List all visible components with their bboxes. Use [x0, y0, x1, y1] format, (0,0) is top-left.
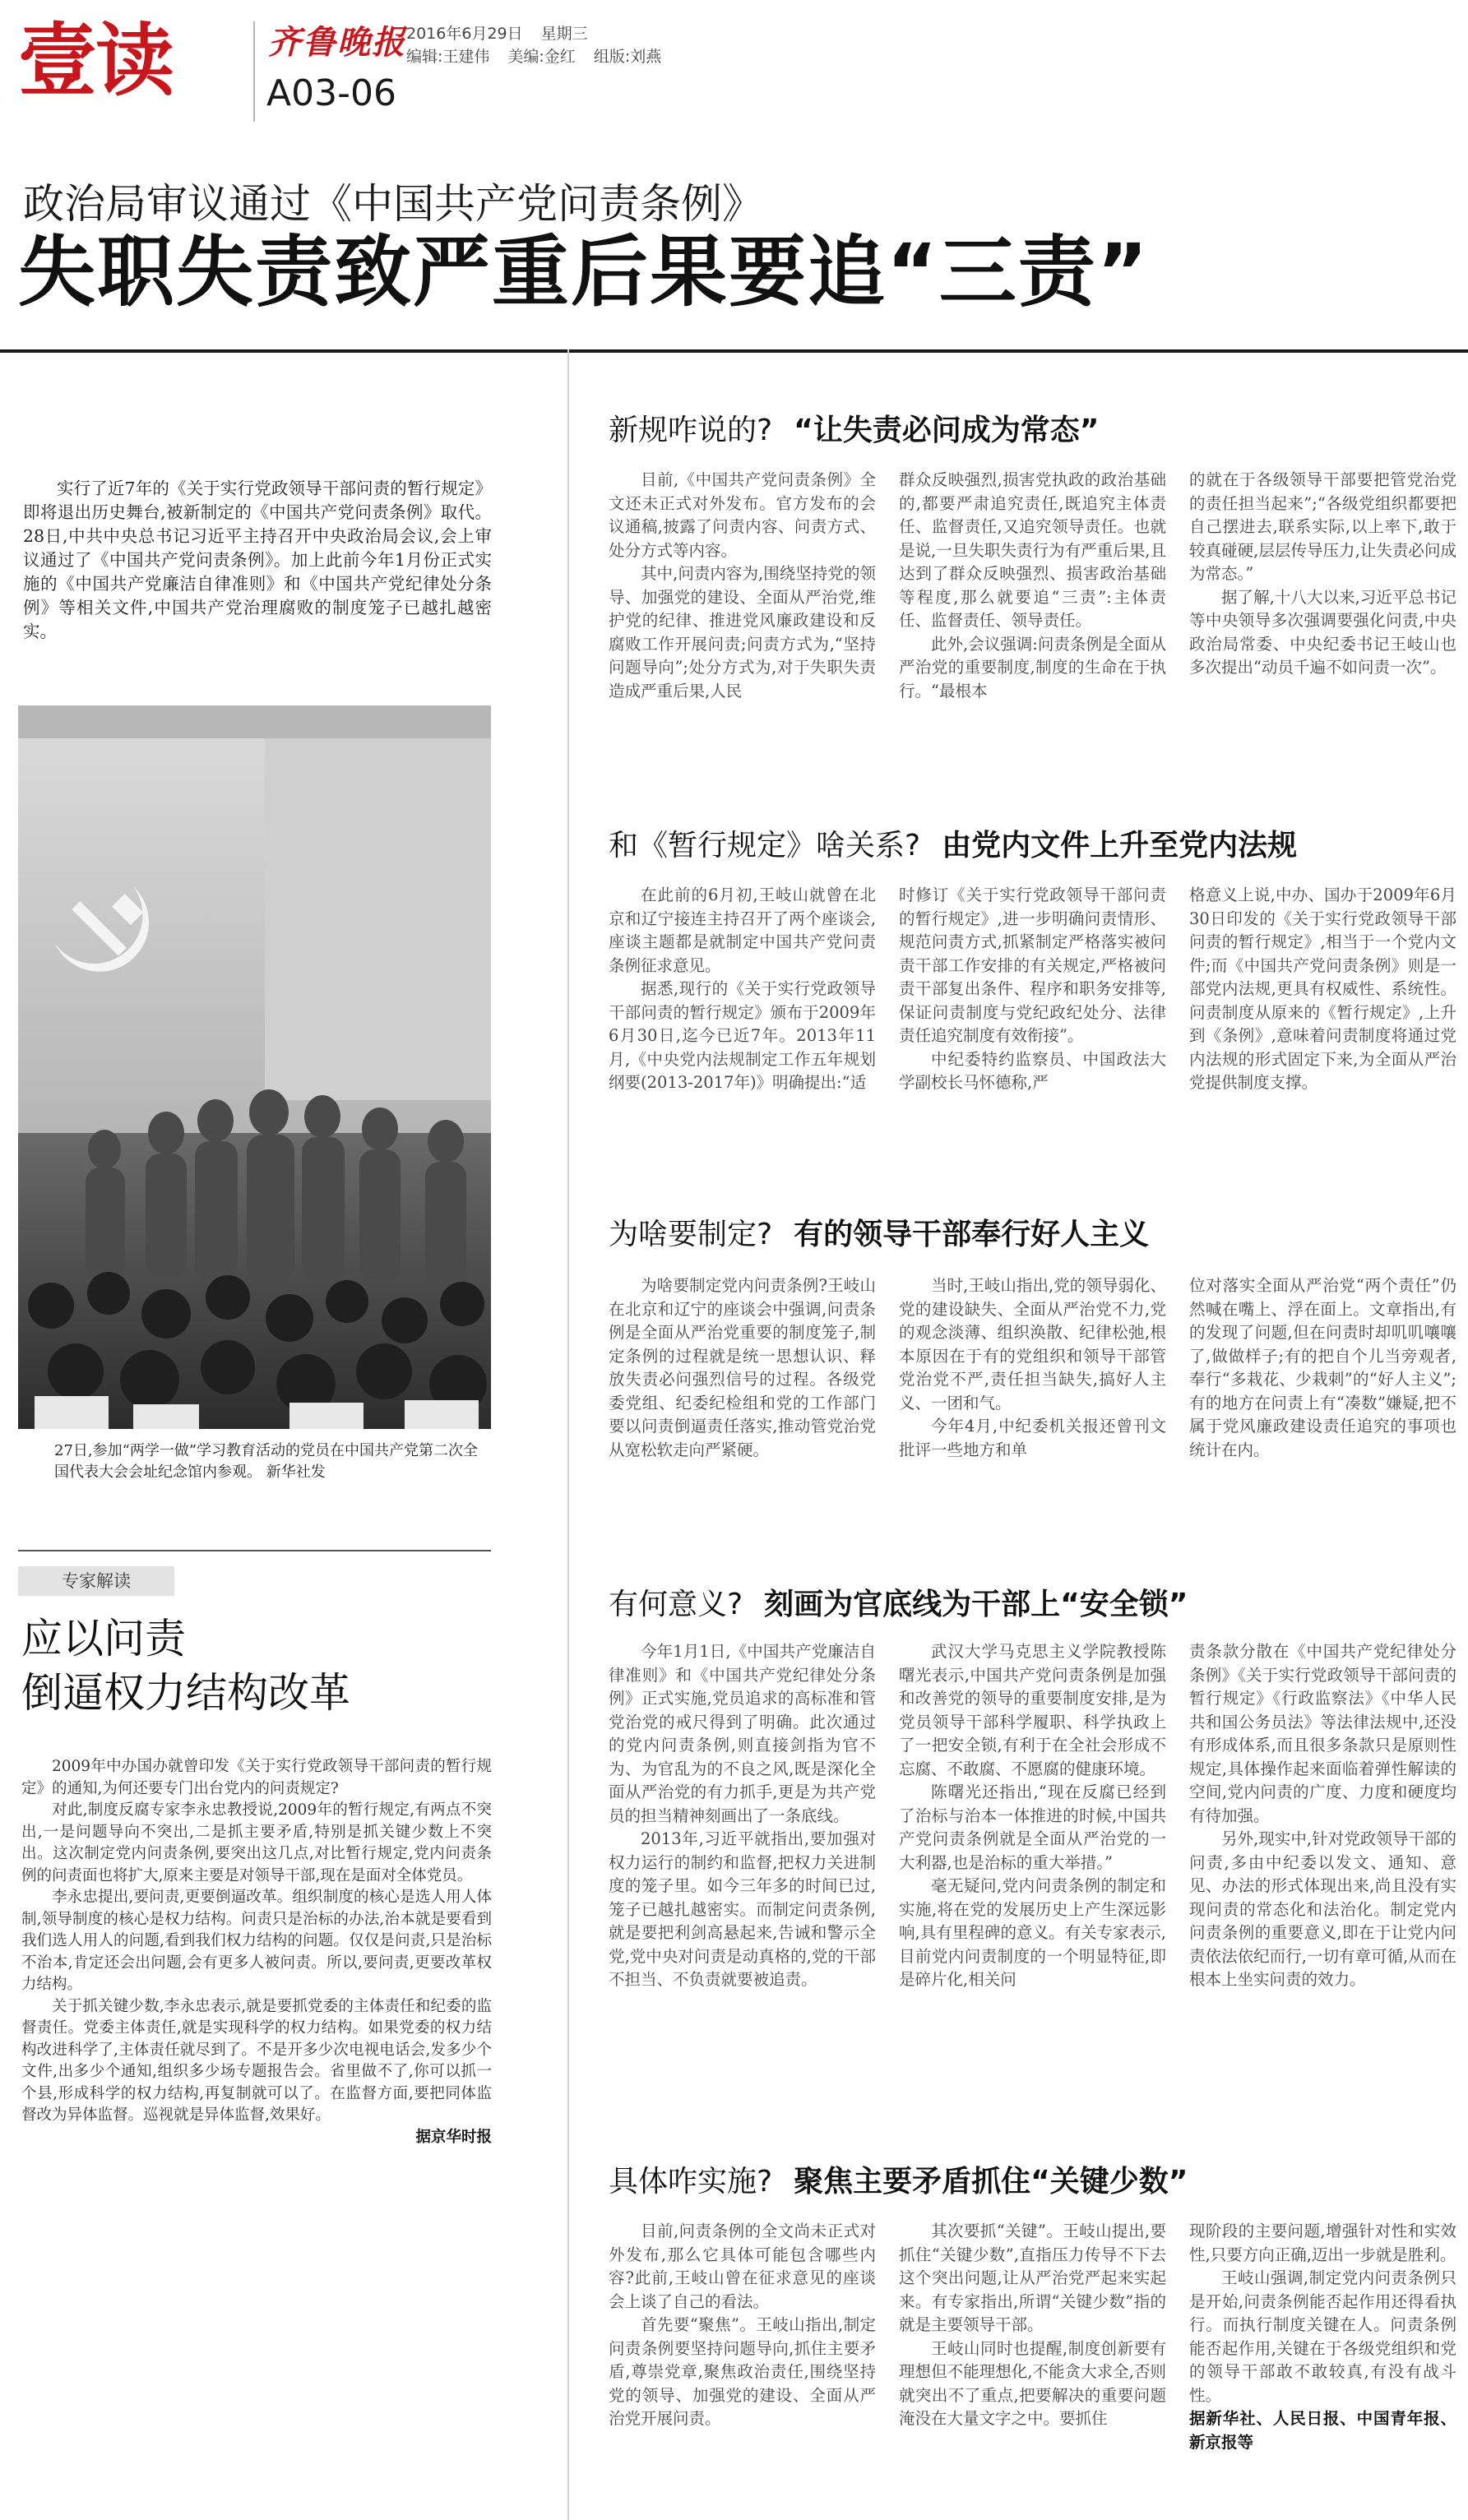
- section-5-heading: 具体咋实施? 聚焦主要矛盾抓住“关键少数”: [609, 2165, 1188, 2199]
- text-column: 在此前的6月初,王岐山就曾在北京和辽宁接连主持召开了两个座谈会,座谈主题都是就制定中国共产党问责条例征求意见。 据悉,现行的《关于实行党政领导干部问责的暂行规定》颁布于2009年6月30日,迄今已近7年。2013年11月,《中央党内法规制定工作五年规划纲要(2013-2017年)》明确提出:“适: [609, 885, 876, 1092]
- issue-date-line: [406, 21, 606, 44]
- text-column: 武汉大学马克思主义学院教授陈曙光表示,中国共产党问责条例是加强和改善党的领导的重要制度安排,是为党员领导干部科学履职、科学执政上了一把安全锁,有利于在全社会形成不忘腐、不敢腐、不愿腐的健康环境。 陈曙光还指出,“现在反腐已经到了治标与治本一体推进的时候,中国共产党问责条例就是全面从严治党的一大利器,也是治标的重大举措。” 毫无疑问,党内问责条例的制定和实施,将在党的发展历史上产生深远影响,具有里程碑的意义。有关专家表示,目前党内问责制度的一个明显特征,即是碎片化,相关问: [899, 1642, 1166, 1989]
- staff-credits: [406, 44, 679, 67]
- article-lead: 实行了近7年的《关于实行党政领导干部问责的暂行规定》即将退出历史舞台,被新制定的《中国共产党问责条例》取代。28日,中共中央总书记习近平主持召开中央政治局会议,会上审议通过了《中国共产党问责条例》。加上此前今年1月份正式实施的《中国共产党廉洁自律准则》和《中国共产党纪律处分条例》等相关文件,中国共产党治理腐败的制度笼子已越扎越密实。: [23, 479, 492, 641]
- article-kicker: 政治局审议通过《中国共产党问责条例》: [23, 180, 763, 228]
- expert-title-line-1: 应以问责: [21, 1615, 186, 1662]
- column-divider: [567, 349, 569, 2520]
- headline-rule: [0, 349, 1468, 353]
- expert-tag: 专家解读: [18, 1566, 174, 1596]
- expert-source: 据京华时报: [415, 2128, 492, 2146]
- page-number: A03-06: [266, 72, 396, 114]
- sidebar-divider: [18, 1550, 491, 1551]
- text-column: 格意义上说,中办、国办于2009年6月30日印发的《关于实行党政领导干部问责的暂行规定》,相当于一个党内文件;而《中国共产党问责条例》则是一部党内法规,更具有权威性、系统性。问责制度从原来的《暂行规定》,上升到《条例》,意味着问责制度将通过党内法规的形式固定下来,为全面从严治党提供制度支撑。: [1189, 885, 1456, 1092]
- text-column: 当时,王岐山指出,党的领导弱化、党的建设缺失、全面从严治党不力,党的观念淡薄、组织涣散、纪律松弛,根本原因在于有的党组织和领导干部管党治党不严,责任担当缺失,搞好人主义、一团和气。 今年4月,中纪委机关报还曾刊文批评一些地方和单: [899, 1276, 1166, 1459]
- section-3-heading: 为啥要制定? 有的领导干部奉行好人主义: [609, 1218, 1150, 1251]
- text-column: 目前,《中国共产党问责条例》全文还未正式对外发布。官方发布的会议通稿,披露了问责内容、问责方式、处分方式等内容。 其中,问责内容为,围绕坚持党的领导、加强党的建设、全面从严治党,维护党的纪律、推进党风廉政建设和反腐败工作开展问责;问责方式为,“坚持问题导向”;处分方式为,对于失职失责造成严重后果,人民: [609, 470, 876, 701]
- section-2-body: [609, 884, 1457, 1095]
- section-3-body: [609, 1274, 1457, 1462]
- text-column: 其次要抓“关键”。王岐山提出,要抓住“关键少数”,直指压力传导不下去这个突出问题,让从严治党严起来实起来。有专家指出,所谓“关键少数”指的就是主要领导干部。 王岐山同时也提醒,制度创新要有理想但不能理想化,不能贪大求全,否则就突出不了重点,把要解决的重要问题淹没在大量文字之中。要抓住: [899, 2222, 1166, 2428]
- section-2-heading: 和《暂行规定》啥关系? 由党内文件上升至党内法规: [609, 829, 1298, 862]
- expert-title-line-2: 倒逼权力结构改革: [21, 1669, 350, 1717]
- editor-credit: 编辑:王建伟: [406, 48, 490, 66]
- expert-paragraph: 李永忠提出,要问责,更要倒逼改革。组织制度的核心是选人用人体制,领导制度的核心是权力结构。问责只是治标的办法,治本就是要看到我们选人用人的问题,看到我们权力结构的问题。仅仅是问责,只是治标不治本,肯定还会出问题,会有更多人被问责。所以,要问责,更要改革权力结构。: [21, 1889, 492, 1993]
- expert-body: [21, 1756, 492, 2148]
- expert-paragraph: 关于抓关键少数,李永忠表示,就是要抓党委的主体责任和纪委的监督责任。党委主体责任,就是实现科学的权力结构。如果党委的权力结构改进科学了,主体责任就尽到了。不是开多少次电视电话会,发多少个文件,出多少个通知,组织多少场专题报告会。省里做不了,你可以抓一个县,形成科学的权力结构,再复制就可以了。在监督方面,要把同体监督改为异体监督。巡视就是异体监督,效果好。: [21, 1997, 492, 2124]
- section-1-heading: 新规咋说的? “让失责必问成为常态”: [609, 414, 1100, 447]
- text-column: 群众反映强烈,损害党执政的政治基础的,都要严肃追究责任,既追究主体责任、监督责任,又追究领导责任。也就是说,一旦失职失责行为有严重后果,且达到了群众反映强烈、损害政治基础等程度,那么就要追“三责”:主体责任、监督责任、领导责任。 此外,会议强调:问责条例是全面从严治党的重要制度,制度的生命在于执行。“最根本: [899, 470, 1166, 701]
- photo-caption: 27日,参加“两学一做”学习教育活动的党员在中国共产党第二次全国代表大会会址纪念馆内参观。 新华社发: [54, 1442, 479, 1481]
- art-editor-credit: 美编:金红: [507, 48, 576, 66]
- masthead-divider: [253, 21, 255, 122]
- issue-date: 2016年6月29日: [406, 25, 523, 43]
- text-column: 目前,问责条例的全文尚未正式对外发布,那么它具体可能包含哪些内容?此前,王岐山曾在征求意见的座谈会上谈了自己的看法。 首先要“聚焦”。王岐山指出,制定问责条例要坚持问题导向,抓住主要矛盾,尊崇党章,聚焦政治责任,围绕坚持党的领导、加强党的建设、全面从严治党开展问责。: [609, 2222, 876, 2428]
- section-1-body: [609, 469, 1457, 703]
- article-source: 据新华社、人民日报、中国青年报、新京报等: [1189, 2409, 1456, 2452]
- text-column: 时修订《关于实行党政领导干部问责的暂行规定》,进一步明确问责情形、规范问责方式,抓紧制定严格落实被问责干部工作安排的有关规定,严格被问责干部复出条件、程序和职务安排等,保证问责制度与党纪政纪处分、法律责任追究制度有效衔接”。 中纪委特约监察员、中国政法大学副校长马怀德称,严: [899, 885, 1166, 1092]
- text-column: 责条款分散在《中国共产党纪律处分条例》《关于实行党政领导干部问责的暂行规定》《行政监察法》《中华人民共和国公务员法》等法律法规中,还没有形成体系,而且很多条款只是原则性规定,具体操作起来面临着弹性解读的空间,党内问责的广度、力度和硬度均有待加强。 另外,现实中,针对党政领导干部的问责,多由中纪委以发文、通知、意见、办法的形式体现出来,尚且没有实现问责的常态化和法治化。制定党内问责条例的重要意义,即在于让党内问责依法依纪而行,一切有章可循,从而在根本上坐实问责的效力。: [1189, 1642, 1456, 1989]
- text-column: 今年1月1日,《中国共产党廉洁自律准则》和《中国共产党纪律处分条例》正式实施,党员追求的高标准和管党治党的戒尺得到了明确。此次通过的党内问责条例,则直接剑指为官不为、为官乱为的不良之风,既是深化全面从严治党的有力抓手,更是为共产党员的担当精神刻画出了一条底线。 2013年,习近平就指出,要加强对权力运行的制约和监督,把权力关进制度的笼子里。如今三年多的时间已过,笼子已越扎越密实。而制定问责条例,就是要把利剑高悬起来,告诫和警示全党,党中央对问责是动真格的,党的干部不担当、不负责就要被追责。: [609, 1642, 876, 1989]
- expert-title: [21, 1611, 350, 1720]
- section-4-body: [609, 1640, 1457, 1992]
- newspaper-logo: 齐鲁晚报: [268, 23, 406, 62]
- expert-paragraph: 2009年中办国办就曾印发《关于实行党政领导干部问责的暂行规定》的通知,为何还要专门出台党内的问责规定?: [21, 1758, 492, 1797]
- section-4-heading: 有何意义? 刻画为官底线为干部上“安全锁”: [609, 1588, 1188, 1621]
- section-title: 壹读: [18, 15, 173, 107]
- issue-weekday: 星期三: [540, 25, 588, 43]
- text-column: 的就在于各级领导干部要把管党治党的责任担当起来”;“各级党组织都要把自己摆进去,联系实际,以上率下,敢于较真碰硬,层层传导压力,让失责必问成为常态。” 据了解,十八大以来,习近平总书记等中央领导多次强调要强化问责,中央政治局常委、中央纪委书记王岐山也多次提出“动员千遍不如问责一次”。: [1189, 470, 1456, 677]
- article-headline: 失职失责致严重后果要追“三责”: [18, 228, 1150, 317]
- expert-paragraph: 对此,制度反腐专家李永忠教授说,2009年的暂行规定,有两点不突出,一是问题导向不突出,二是抓主要矛盾,特别是抓关键少数上不突出。这次制定党内问责条例,要突出这几点,对比暂行规定,党内问责条例的问责面也将扩大,原来主要是对领导干部,现在是面对全体党员。: [21, 1801, 492, 1884]
- layout-credit: 组版:刘燕: [593, 48, 662, 66]
- text-column: 为啥要制定党内问责条例?王岐山在北京和辽宁的座谈会中强调,问责条例是全面从严治党重要的制度笼子,制定条例的过程就是统一思想认识、释放失责必问强烈信号的过程。各级党委党组、纪委纪检组和党的工作部门要以问责倒逼责任落实,推动管党治党从宽松软走向严紧硬。: [609, 1276, 876, 1459]
- news-photo: [18, 705, 491, 1429]
- text-column: 位对落实全面从严治党“两个责任”仍然喊在嘴上、浮在面上。文章指出,有的发现了问题,但在问责时却叽叽嚷嚷了,做做样子;有的把自个儿当旁观者,奉行“多栽花、少栽刺”的“好人主义”;有的地方在问责上有“凑数”嫌疑,把不属于党风廉政建设责任追究的事项也统计在内。: [1189, 1276, 1456, 1459]
- section-5-body: [609, 2220, 1457, 2454]
- text-column: 现阶段的主要问题,增强针对性和实效性,只要方向正确,迈出一步就是胜利。 王岐山强调,制定党内问责条例只是开始,问责条例能否起作用还得看执行。而执行制度关键在人。问责条例能否起作用,关键在于各级党组织和党的领导干部敢不敢较真,有没有战斗性。 据新华社、人民日报、中国青年报、新京报等: [1189, 2222, 1456, 2452]
